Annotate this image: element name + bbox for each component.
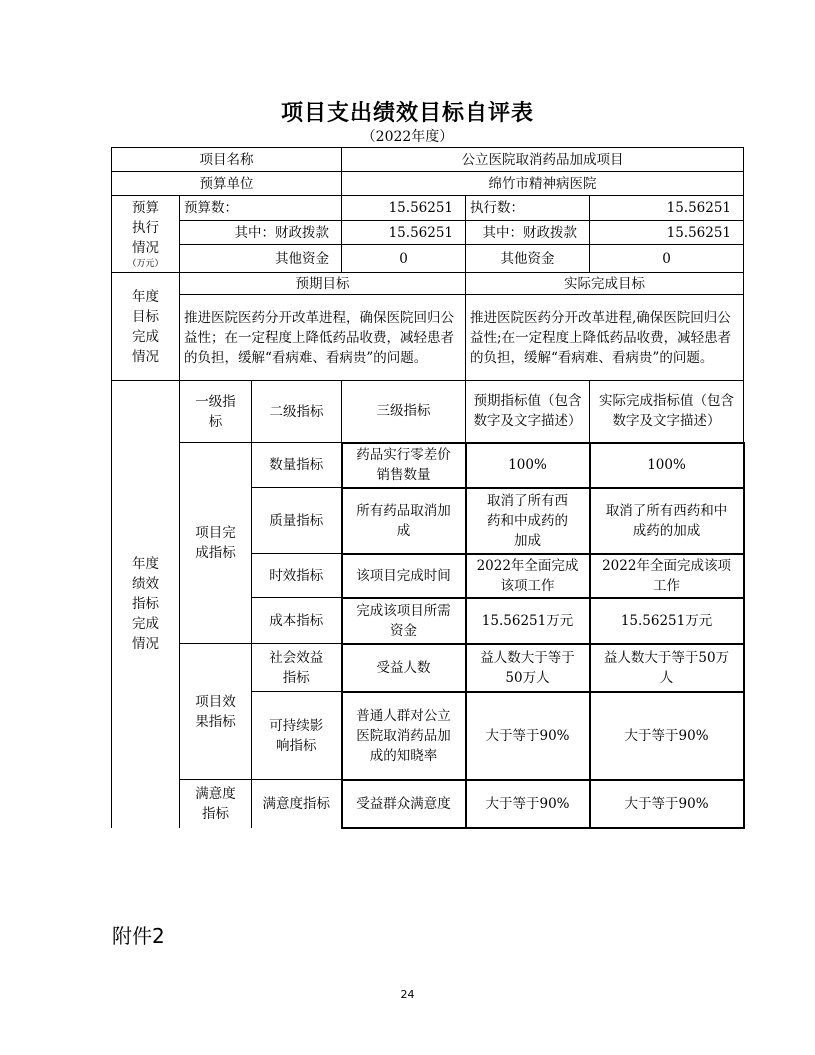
other-exec-value: 0: [590, 245, 744, 273]
level2-quality: 质量指标: [252, 488, 342, 554]
level3-quality: 所有药品取消加成: [342, 488, 466, 554]
other-exec-label: 其他资金: [466, 245, 590, 273]
other-budget-value: 0: [342, 245, 466, 273]
level3-social: 受益人数: [342, 644, 466, 692]
fiscal-budget-value: 15.56251: [342, 221, 466, 245]
report-year: （2022年度）: [361, 129, 454, 145]
budget-unit-value: 绵竹市精神病医院: [342, 172, 744, 196]
actual-goal-text: 推进医院医药分开改革进程,确保医院回归公益性;在一定程度上降低药品收费，减轻患者的负担，缓解“看病难、看病贵”的问题。: [466, 295, 744, 381]
budget-section-label: [112, 196, 180, 273]
budget-amount-label: 预算数：: [180, 196, 342, 221]
level2-quantity: 数量指标: [252, 443, 342, 488]
level3-cost: 完成该项目所需资金: [342, 598, 466, 644]
budget-amount-value: 15.56251: [342, 196, 466, 221]
expected-satisfaction: 大于等于90%: [466, 780, 590, 828]
expected-goal-text: 推进医院医药分开改革进程，确保医院回归公益性；在一定程度上降低药品收费，减轻患者的负担，缓解“看病难、看病贵”的问题。: [180, 295, 466, 381]
performance-table: [111, 147, 745, 829]
budget-unit-note: （万元）: [127, 259, 164, 269]
level2-cost: 成本指标: [252, 598, 342, 644]
exec-amount-value: 15.56251: [590, 196, 744, 221]
expected-timeliness: 2022年全面完成该项工作: [466, 554, 590, 598]
actual-quantity: 100%: [590, 443, 744, 488]
other-budget-label: 其他资金: [180, 245, 342, 273]
goals-section-label: [112, 273, 180, 381]
budget-section-text: 预算执行情况: [132, 200, 159, 256]
expected-goal-header: 预期目标: [180, 273, 466, 295]
level2-satisfaction: 满意度指标: [252, 780, 342, 828]
level3-quantity: 药品实行零差价销售数量: [342, 443, 466, 488]
actual-cost: 15.56251万元: [590, 598, 744, 644]
level3-sustainable: 普通人群对公立医院取消药品加成的知晓率: [342, 692, 466, 780]
budget-unit-label: 预算单位: [112, 172, 342, 196]
header-level3: 三级指标: [342, 381, 466, 443]
actual-sustainable: 大于等于90%: [590, 692, 744, 780]
expected-quantity: 100%: [466, 443, 590, 488]
actual-social: 益人数大于等于50万人: [590, 644, 744, 692]
indicators-section-label: [112, 381, 180, 828]
expected-social: 益人数大于等于50万人: [466, 644, 590, 692]
header-level1: 一级指标: [180, 381, 252, 443]
fiscal-exec-value: 15.56251: [590, 221, 744, 245]
level1-completion: 项目完成指标: [180, 443, 252, 644]
expected-sustainable: 大于等于90%: [466, 692, 590, 780]
exec-amount-label: 执行数：: [466, 196, 590, 221]
level3-satisfaction: 受益群众满意度: [342, 780, 466, 828]
header-actual: 实际完成指标值（包含数字及文字描述）: [590, 381, 744, 443]
level3-timeliness: 该项目完成时间: [342, 554, 466, 598]
page-number: 24: [400, 988, 415, 1001]
actual-goal-header: 实际完成目标: [466, 273, 744, 295]
expected-cost: 15.56251万元: [466, 598, 590, 644]
actual-quality: 取消了所有西药和中成药的加成: [590, 488, 744, 554]
level2-sustainable: 可持续影响指标: [252, 692, 342, 780]
header-expected: 预期指标值（包含数字及文字描述）: [466, 381, 590, 443]
goals-section-text: 年度目标完成情况: [132, 288, 159, 365]
level1-satisfaction: 满意度指标: [180, 780, 252, 828]
level2-social: 社会效益指标: [252, 644, 342, 692]
fiscal-exec-label: 其中：财政拨款: [466, 221, 590, 245]
indicators-section-text: 年度绩效指标完成情况: [132, 556, 159, 653]
level2-timeliness: 时效指标: [252, 554, 342, 598]
header-level2: 二级指标: [252, 381, 342, 443]
level1-effect: 项目效果指标: [180, 644, 252, 780]
attachment-label: 附件2: [112, 924, 165, 948]
actual-satisfaction: 大于等于90%: [590, 780, 744, 828]
actual-timeliness: 2022年全面完成该项工作: [590, 554, 744, 598]
expected-quality: 取消了所有西药和中成药的加成: [466, 488, 590, 554]
project-name-value: 公立医院取消药品加成项目: [342, 148, 744, 172]
project-name-label: 项目名称: [112, 148, 342, 172]
page-title: 项目支出绩效目标自评表: [280, 101, 534, 126]
fiscal-budget-label: 其中：财政拨款: [180, 221, 342, 245]
